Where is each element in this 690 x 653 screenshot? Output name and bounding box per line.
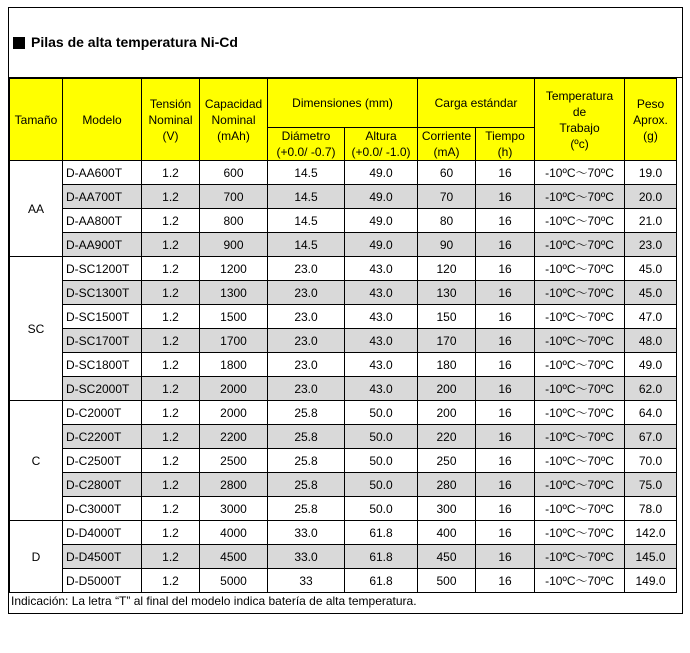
weight-cell: 67.0 (625, 425, 677, 449)
header-temperature-line: de (572, 104, 587, 119)
model-cell: D-AA800T (63, 209, 142, 233)
voltage-cell: 1.2 (142, 497, 200, 521)
header-voltage-line: Tensión (149, 96, 192, 111)
model-cell: D-C3000T (63, 497, 142, 521)
header-height-line: Altura (365, 129, 397, 143)
weight-cell: 78.0 (625, 497, 677, 521)
height-cell: 50.0 (345, 425, 418, 449)
weight-cell: 145.0 (625, 545, 677, 569)
temperature-cell: -10ºC～70ºC (535, 281, 625, 305)
time-cell: 16 (476, 161, 535, 185)
current-cell: 180 (418, 353, 476, 377)
height-cell: 50.0 (345, 497, 418, 521)
temperature-cell: -10ºC～70ºC (535, 305, 625, 329)
model-cell: D-D4000T (63, 521, 142, 545)
diameter-cell: 14.5 (268, 233, 345, 257)
weight-cell: 62.0 (625, 377, 677, 401)
weight-cell: 142.0 (625, 521, 677, 545)
capacity-cell: 5000 (200, 569, 268, 593)
current-cell: 400 (418, 521, 476, 545)
capacity-cell: 2000 (200, 401, 268, 425)
time-cell: 16 (476, 521, 535, 545)
capacity-cell: 1300 (200, 281, 268, 305)
capacity-cell: 600 (200, 161, 268, 185)
header-weight-line: (g) (643, 128, 658, 143)
current-cell: 170 (418, 329, 476, 353)
table-row (10, 545, 677, 569)
model-cell: D-AA900T (63, 233, 142, 257)
time-cell: 16 (476, 257, 535, 281)
header-weight (625, 79, 677, 161)
header-voltage (142, 79, 200, 161)
diameter-cell: 25.8 (268, 497, 345, 521)
voltage-cell: 1.2 (142, 473, 200, 497)
voltage-cell: 1.2 (142, 353, 200, 377)
weight-cell: 19.0 (625, 161, 677, 185)
page-title: Pilas de alta temperatura Ni-Cd (31, 34, 238, 50)
voltage-cell: 1.2 (142, 401, 200, 425)
capacity-cell: 4000 (200, 521, 268, 545)
battery-spec-table (9, 78, 677, 593)
height-cell: 49.0 (345, 161, 418, 185)
title-bar (9, 8, 682, 78)
capacity-cell: 2800 (200, 473, 268, 497)
temperature-cell: -10ºC～70ºC (535, 209, 625, 233)
table-row (10, 281, 677, 305)
diameter-cell: 25.8 (268, 425, 345, 449)
weight-cell: 45.0 (625, 281, 677, 305)
header-height (345, 128, 418, 161)
header-temperature-line: Trabajo (559, 120, 600, 135)
voltage-cell: 1.2 (142, 257, 200, 281)
diameter-cell: 23.0 (268, 353, 345, 377)
weight-cell: 21.0 (625, 209, 677, 233)
spec-sheet (8, 7, 683, 614)
table-row (10, 305, 677, 329)
weight-cell: 20.0 (625, 185, 677, 209)
diameter-cell: 14.5 (268, 185, 345, 209)
header-current-line: Corriente (421, 129, 472, 143)
capacity-cell: 1700 (200, 329, 268, 353)
table-row (10, 401, 677, 425)
table-row (10, 209, 677, 233)
header-voltage-line: Nominal (148, 112, 193, 127)
diameter-cell: 14.5 (268, 209, 345, 233)
current-cell: 450 (418, 545, 476, 569)
table-row (10, 329, 677, 353)
current-cell: 130 (418, 281, 476, 305)
table-row (10, 161, 677, 185)
temperature-cell: -10ºC～70ºC (535, 425, 625, 449)
header-height-line: (+0.0/ -1.0) (351, 145, 411, 159)
diameter-cell: 23.0 (268, 329, 345, 353)
capacity-cell: 900 (200, 233, 268, 257)
voltage-cell: 1.2 (142, 161, 200, 185)
weight-cell: 47.0 (625, 305, 677, 329)
header-diameter (268, 128, 345, 161)
table-row (10, 185, 677, 209)
height-cell: 61.8 (345, 521, 418, 545)
table-row (10, 233, 677, 257)
capacity-cell: 3000 (200, 497, 268, 521)
temperature-cell: -10ºC～70ºC (535, 185, 625, 209)
voltage-cell: 1.2 (142, 425, 200, 449)
voltage-cell: 1.2 (142, 281, 200, 305)
time-cell: 16 (476, 545, 535, 569)
header-capacity-line: Capacidad (204, 96, 263, 111)
height-cell: 49.0 (345, 233, 418, 257)
voltage-cell: 1.2 (142, 377, 200, 401)
table-row (10, 497, 677, 521)
capacity-cell: 1800 (200, 353, 268, 377)
time-cell: 16 (476, 449, 535, 473)
diameter-cell: 14.5 (268, 161, 345, 185)
model-cell: D-D4500T (63, 545, 142, 569)
weight-cell: 23.0 (625, 233, 677, 257)
current-cell: 60 (418, 161, 476, 185)
current-cell: 200 (418, 401, 476, 425)
weight-cell: 48.0 (625, 329, 677, 353)
height-cell: 50.0 (345, 449, 418, 473)
header-size: Tamaño (10, 79, 63, 161)
size-cell: C (10, 401, 63, 521)
header-capacity (200, 79, 268, 161)
table-row (10, 257, 677, 281)
model-cell: D-D5000T (63, 569, 142, 593)
current-cell: 300 (418, 497, 476, 521)
weight-cell: 70.0 (625, 449, 677, 473)
header-diameter-line: Diámetro (281, 129, 331, 143)
height-cell: 43.0 (345, 329, 418, 353)
model-cell: D-SC2000T (63, 377, 142, 401)
diameter-cell: 33.0 (268, 545, 345, 569)
model-cell: D-SC1800T (63, 353, 142, 377)
current-cell: 80 (418, 209, 476, 233)
current-cell: 90 (418, 233, 476, 257)
temperature-cell: -10ºC～70ºC (535, 161, 625, 185)
header-charge: Carga estándar (418, 79, 535, 128)
header-capacity-line: Nominal (211, 112, 256, 127)
voltage-cell: 1.2 (142, 185, 200, 209)
voltage-cell: 1.2 (142, 449, 200, 473)
time-cell: 16 (476, 233, 535, 257)
header-time (476, 128, 535, 161)
current-cell: 200 (418, 377, 476, 401)
voltage-cell: 1.2 (142, 545, 200, 569)
weight-cell: 45.0 (625, 257, 677, 281)
height-cell: 61.8 (345, 545, 418, 569)
current-cell: 120 (418, 257, 476, 281)
current-cell: 150 (418, 305, 476, 329)
model-cell: D-AA700T (63, 185, 142, 209)
model-cell: D-C2200T (63, 425, 142, 449)
header-capacity-line: (mAh) (217, 128, 250, 143)
height-cell: 43.0 (345, 305, 418, 329)
header-diameter-line: (+0.0/ -0.7) (276, 145, 336, 159)
table-row (10, 449, 677, 473)
voltage-cell: 1.2 (142, 329, 200, 353)
temperature-cell: -10ºC～70ºC (535, 233, 625, 257)
height-cell: 49.0 (345, 185, 418, 209)
height-cell: 43.0 (345, 257, 418, 281)
weight-cell: 49.0 (625, 353, 677, 377)
height-cell: 50.0 (345, 401, 418, 425)
weight-cell: 75.0 (625, 473, 677, 497)
header-temperature-line: Temperatura (545, 88, 614, 103)
table-body (10, 161, 677, 593)
temperature-cell: -10ºC～70ºC (535, 257, 625, 281)
table-row (10, 377, 677, 401)
height-cell: 50.0 (345, 473, 418, 497)
diameter-cell: 23.0 (268, 377, 345, 401)
header-time-line: (h) (497, 145, 513, 159)
current-cell: 220 (418, 425, 476, 449)
capacity-cell: 2000 (200, 377, 268, 401)
size-cell: AA (10, 161, 63, 257)
capacity-cell: 4500 (200, 545, 268, 569)
table-row (10, 521, 677, 545)
diameter-cell: 23.0 (268, 305, 345, 329)
table-row (10, 473, 677, 497)
capacity-cell: 2500 (200, 449, 268, 473)
time-cell: 16 (476, 497, 535, 521)
temperature-cell: -10ºC～70ºC (535, 401, 625, 425)
model-cell: D-SC1500T (63, 305, 142, 329)
model-cell: D-C2500T (63, 449, 142, 473)
temperature-cell: -10ºC～70ºC (535, 545, 625, 569)
height-cell: 61.8 (345, 569, 418, 593)
time-cell: 16 (476, 281, 535, 305)
header-voltage-line: (V) (162, 128, 179, 143)
temperature-cell: -10ºC～70ºC (535, 473, 625, 497)
voltage-cell: 1.2 (142, 233, 200, 257)
current-cell: 70 (418, 185, 476, 209)
voltage-cell: 1.2 (142, 209, 200, 233)
height-cell: 43.0 (345, 353, 418, 377)
capacity-cell: 700 (200, 185, 268, 209)
model-cell: D-SC1200T (63, 257, 142, 281)
header-current-line: (mA) (433, 145, 460, 159)
temperature-cell: -10ºC～70ºC (535, 353, 625, 377)
square-bullet-icon (13, 37, 25, 49)
diameter-cell: 25.8 (268, 401, 345, 425)
header-model: Modelo (63, 79, 142, 161)
header-temperature (535, 79, 625, 161)
capacity-cell: 2200 (200, 425, 268, 449)
temperature-cell: -10ºC～70ºC (535, 569, 625, 593)
header-dimensions: Dimensiones (mm) (268, 79, 418, 128)
time-cell: 16 (476, 305, 535, 329)
capacity-cell: 1200 (200, 257, 268, 281)
diameter-cell: 25.8 (268, 473, 345, 497)
time-cell: 16 (476, 209, 535, 233)
header-current (418, 128, 476, 161)
current-cell: 250 (418, 449, 476, 473)
model-cell: D-AA600T (63, 161, 142, 185)
capacity-cell: 1500 (200, 305, 268, 329)
size-cell: D (10, 521, 63, 593)
size-cell: SC (10, 257, 63, 401)
diameter-cell: 33 (268, 569, 345, 593)
model-cell: D-SC1700T (63, 329, 142, 353)
header-temperature-line: (ºc) (570, 136, 589, 151)
height-cell: 43.0 (345, 377, 418, 401)
temperature-cell: -10ºC～70ºC (535, 497, 625, 521)
footnote: Indicación: La letra “T” al final del modelo indica batería de alta temperatura. (11, 594, 417, 608)
time-cell: 16 (476, 425, 535, 449)
diameter-cell: 23.0 (268, 257, 345, 281)
diameter-cell: 25.8 (268, 449, 345, 473)
weight-cell: 149.0 (625, 569, 677, 593)
capacity-cell: 800 (200, 209, 268, 233)
table-row (10, 353, 677, 377)
model-cell: D-C2000T (63, 401, 142, 425)
temperature-cell: -10ºC～70ºC (535, 329, 625, 353)
table-row (10, 569, 677, 593)
time-cell: 16 (476, 473, 535, 497)
current-cell: 500 (418, 569, 476, 593)
current-cell: 280 (418, 473, 476, 497)
height-cell: 43.0 (345, 281, 418, 305)
height-cell: 49.0 (345, 209, 418, 233)
table-row (10, 425, 677, 449)
model-cell: D-C2800T (63, 473, 142, 497)
diameter-cell: 23.0 (268, 281, 345, 305)
time-cell: 16 (476, 353, 535, 377)
voltage-cell: 1.2 (142, 305, 200, 329)
time-cell: 16 (476, 329, 535, 353)
temperature-cell: -10ºC～70ºC (535, 521, 625, 545)
header-weight-line: Peso (636, 96, 665, 111)
time-cell: 16 (476, 185, 535, 209)
header-weight-line: Aprox. (633, 112, 668, 127)
model-cell: D-SC1300T (63, 281, 142, 305)
header-time-line: Tiempo (485, 129, 525, 143)
time-cell: 16 (476, 401, 535, 425)
time-cell: 16 (476, 569, 535, 593)
weight-cell: 64.0 (625, 401, 677, 425)
voltage-cell: 1.2 (142, 521, 200, 545)
voltage-cell: 1.2 (142, 569, 200, 593)
temperature-cell: -10ºC～70ºC (535, 449, 625, 473)
time-cell: 16 (476, 377, 535, 401)
diameter-cell: 33.0 (268, 521, 345, 545)
temperature-cell: -10ºC～70ºC (535, 377, 625, 401)
